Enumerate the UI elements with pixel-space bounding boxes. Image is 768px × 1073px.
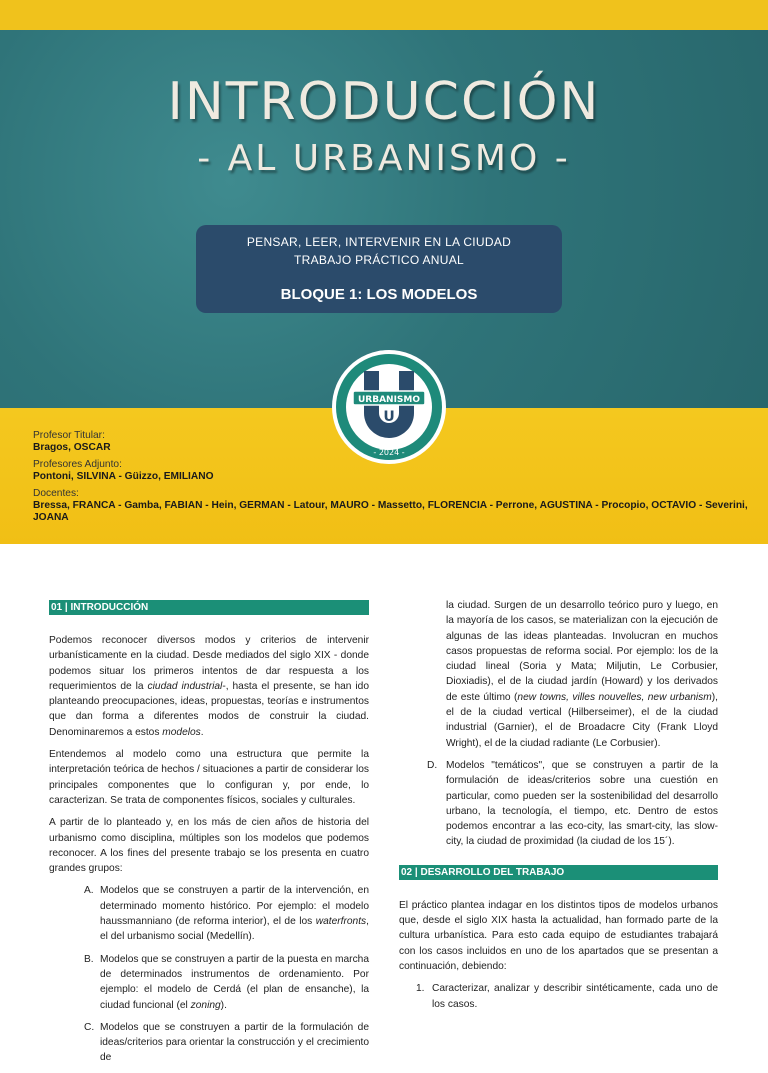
logo-letter: U [383,409,395,425]
page-subtitle: - AL URBANISMO - [197,138,571,179]
list-item-b: B. Modelos que se construyen a partir de la puesta en marcha de determinados instrumentos de ordenamiento. Por ejemplo: el modelo de Cerdá (el plan de ensanche), la ciudad funcional (el zoning). [84,953,369,1011]
section-heading-desarrollo: 02 | DESARROLLO DEL TRABAJO [399,865,718,880]
adjuntos-label: Profesores Adjunto: [33,459,122,470]
titular-label: Profesor Titular: [33,430,105,441]
block-heading: BLOQUE 1: LOS MODELOS [280,286,478,303]
list-item-1: 1. Caracterizar, analizar y describir sintéticamente, cada uno de los casos. [416,983,718,1010]
paragraph-groups: A partir de lo planteado y, en los más de cien años de historia del urbanismo como disciplina, múltiples son los modelos que podemos reconocer. A los fines del presente trabajo se los presenta en cuatro grandes grupos: [49,817,369,875]
paragraph-desarrollo: El práctico plantea indagar en los distintos tipos de modelos urbanos que, desde el siglo XIX hasta la actualidad, han formado parte de la cultura urbanística. Para esto cada equipo de estudiantes trabajará con los casos incluidos en uno de los apartados que se presentan a continuación, debiendo: [399,899,718,972]
right-column [399,598,718,1019]
left-column [49,600,369,1073]
paragraph-model-definition: Entendemos al modelo como una estructura que permite la interpretación teórica de hechos / situaciones a partir de considerar los principales componentes que lo configuran y, por ende, lo caracterizan. Se trata de componentes físicos, sociales y culturales. [49,749,369,806]
list-item-a: A. Modelos que se construyen a partir de la intervención, en determinado momento histórico. Por ejemplo: el modelo haussmanniano (de reforma interior), el de los waterfronts, el del urbanismo social (Medellín). [84,885,369,943]
docentes-label: Docentes: [33,488,79,499]
list-item-d: D. Modelos "temáticos", que se construyen a partir de la formulación de ideas/criterios sobre una cuestión en particular, como pueden ser la sostenibilidad del desarrollo urbano, la tecnología, el tiempo, etc. Dentro de estos podemos encontrar a las eco-city, las smart-city, las slow-city, la ciudad de proximidad (la ciudad de los 15´). [427,759,718,848]
list-item-c: C. Modelos que se construyen a partir de la formulación de ideas/criterios para orientar la construcción y el crecimiento de [84,1021,369,1064]
top-yellow-stripe [0,0,768,30]
subject-box [196,225,562,313]
paragraph-intro: Podemos reconocer diversos modos y criterios de intervenir urbanísticamente en la ciudad. Desde mediados del siglo XIX - donde podemos situar los primeros intentos de dar respuesta a los requerimientos de la ciudad industrial-, hasta el presente, se han ido planteando preocupaciones, ideas, propuestas, teorías e instrumentos que dan forma a diferentes modos de construir la ciudad. Denominaremos a estos modelos. [49,635,369,738]
titular-name: Bragos, OSCAR [33,442,111,453]
section-heading-intro: 01 | INTRODUCCIÓN [49,600,369,615]
staff-list [33,430,753,524]
logo-text: URBANISMO [357,395,421,405]
subject-line-2: TRABAJO PRÁCTICO ANUAL [294,253,464,267]
list-item-c-continued: la ciudad. Surgen de un desarrollo teórico puro y luego, en la mayoría de los casos, se materializan con la ejecución de algunas de las ideas planteadas. Involucran en muchos casos propuestas de reforma social. Por ejemplo: los de la ciudad lineal (Soria y Mata; Miljutin, Le Corbusier, Dioxiadis), el de la ciudad jardín (Howard) y los derivados de este último (new towns, villes nouvelles, new urbanism), el de la ciudad vertical (Hilberseimer), el de la ciudad industrial (Garnier), el de Broadacre City (Frank Lloyd Wright), el de la ciudad radiante (Le Corbusier). [446,600,718,749]
subject-line-1: PENSAR, LEER, INTERVENIR EN LA CIUDAD [246,235,512,249]
page-title: INTRODUCCIÓN [167,72,601,132]
adjuntos-names: Pontoni, SILVINA - Güizzo, EMILIANO [33,471,214,482]
docentes-names: Bressa, FRANCA - Gamba, FABIAN - Hein, GERMAN - Latour, MAURO - Massetto, FLORENCIA - Perrone, AGUSTINA - Procopio, OCTAVIO - Severini, JOANA [33,500,748,523]
logo-year: - 2024 - [373,448,405,457]
